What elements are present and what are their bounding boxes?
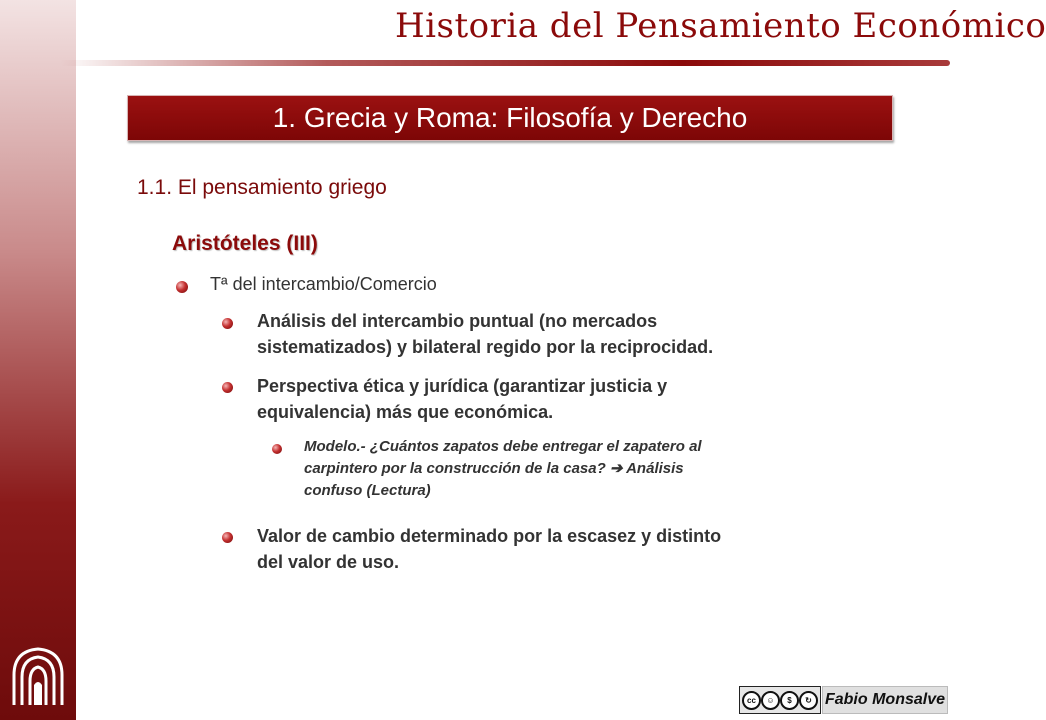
list-item-line: Modelo.- ¿Cuántos zapatos debe entregar el zapatero al <box>304 438 702 455</box>
list-item-line: confuso (Lectura) <box>304 482 431 499</box>
author-name: Fabio Monsalve <box>822 686 948 714</box>
bullet-icon <box>222 318 233 329</box>
list-item <box>210 274 437 295</box>
list-item <box>257 373 667 425</box>
nc-icon: $ <box>780 691 799 710</box>
list-item-line: Análisis del intercambio puntual (no mercados <box>257 311 658 331</box>
list-item-text: Tª del intercambio/Comercio <box>210 274 437 294</box>
cc-license-badge[interactable] <box>739 686 821 714</box>
list-item <box>257 308 713 360</box>
bullet-icon <box>222 382 233 393</box>
list-item <box>304 436 702 502</box>
list-item-line: equivalencia) más que económica. <box>257 402 554 422</box>
list-item-line: Perspectiva ética y jurídica (garantizar justicia y <box>257 376 668 396</box>
bullet-icon <box>222 532 233 543</box>
header-rule <box>60 60 950 66</box>
bullet-icon <box>176 281 188 293</box>
by-icon: ☺ <box>761 691 780 710</box>
university-logo-icon <box>10 645 66 707</box>
sa-icon: ↻ <box>799 691 818 710</box>
slide-subtitle: 1.1. El pensamiento griego <box>137 176 387 199</box>
list-item-line: del valor de uso. <box>257 552 400 572</box>
list-item-line: sistematizados) y bilateral regido por la reciprocidad. <box>257 337 714 357</box>
bullet-icon <box>272 444 282 454</box>
slide-title-box <box>127 95 893 141</box>
list-item-line: carpintero por la construcción de la casa? ➔ Análisis <box>304 460 684 477</box>
sidebar-gradient <box>0 0 76 720</box>
section-heading: Aristóteles (III) <box>172 232 318 255</box>
cc-icon: cc <box>742 691 761 710</box>
slide-title: 1. Grecia y Roma: Filosofía y Derecho <box>272 102 748 133</box>
list-item <box>257 523 721 575</box>
list-item-line: Valor de cambio determinado por la escasez y distinto <box>257 526 722 546</box>
header-title: Historia del Pensamiento Económico <box>395 6 1046 46</box>
